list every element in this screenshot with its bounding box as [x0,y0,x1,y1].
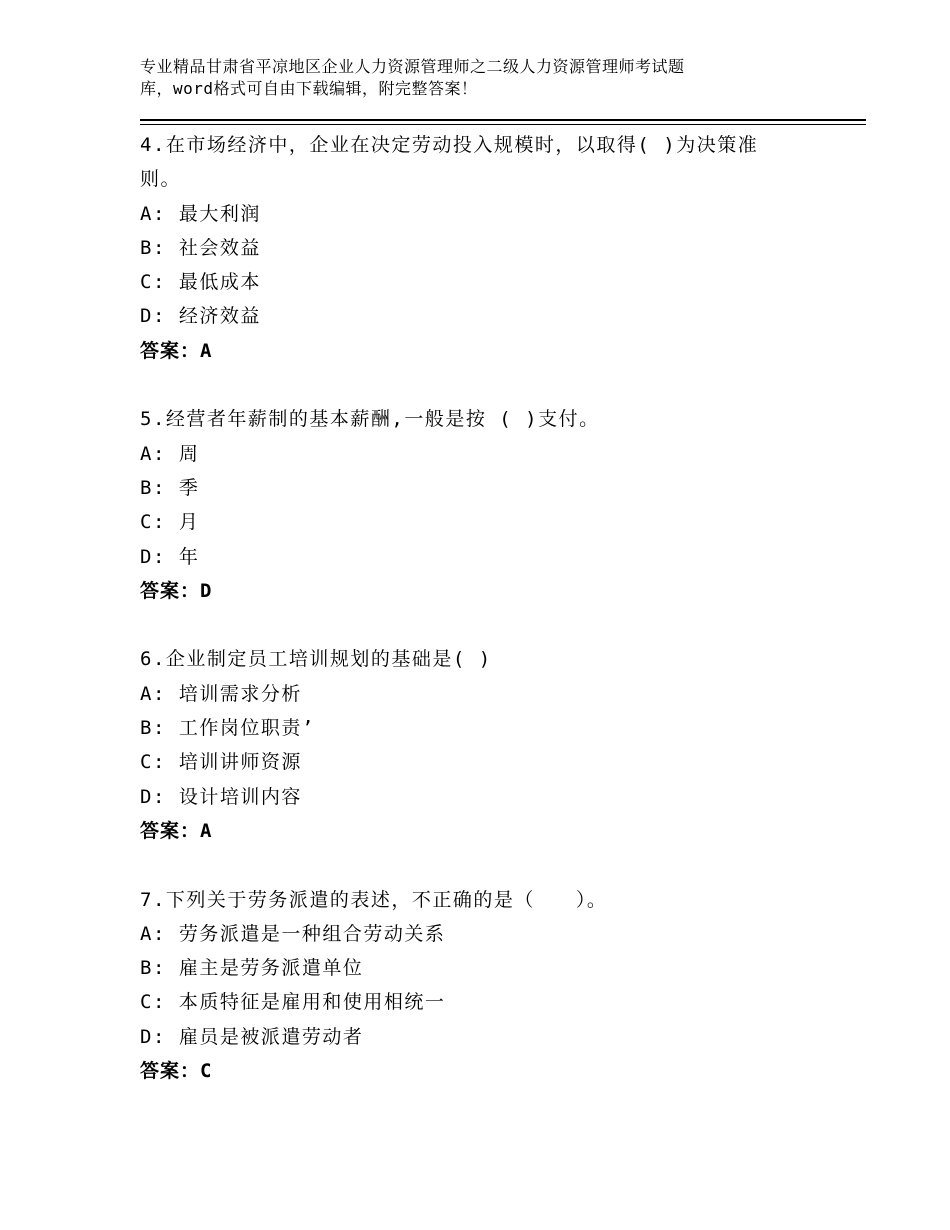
spacer [140,608,840,642]
spacer [140,368,840,402]
document-header [140,56,840,100]
question-text: 6.企业制定员工培训规划的基础是( ) [140,648,492,671]
question-4 [140,128,840,368]
option-c: C: 月 [140,511,200,534]
answer: 答案：A [140,819,213,842]
option-b: B: 季 [140,476,200,499]
option-b: B: 社会效益 [140,236,261,259]
header-line-2: 库，word格式可自由下载编辑，附完整答案！ [140,79,478,98]
option-a: A: 最大利润 [140,202,261,225]
option-b: B: 雇主是劳务派遣单位 [140,957,364,980]
header-rule-thin [140,124,866,125]
option-d: D: 经济效益 [140,305,261,328]
question-7 [140,883,840,1089]
option-b: B: 工作岗位职责’ [140,717,315,740]
question-5 [140,402,840,608]
answer: 答案：C [140,1060,213,1083]
option-d: D: 设计培训内容 [140,785,302,808]
option-c: C: 最低成本 [140,271,261,294]
question-list [140,128,840,1088]
option-c: C: 培训讲师资源 [140,751,302,774]
question-text: 7.下列关于劳务派遣的表述，不正确的是（ ）。 [140,888,608,911]
option-a: A: 劳务派遣是一种组合劳动关系 [140,922,446,945]
option-d: D: 雇员是被派遣劳动者 [140,1025,364,1048]
option-d: D: 年 [140,545,200,568]
question-text: 5.经营者年薪制的基本薪酬,一般是按 ( )支付。 [140,408,600,431]
option-a: A: 培训需求分析 [140,682,302,705]
answer: 答案：A [140,339,213,362]
question-text: 4.在市场经济中，企业在决定劳动投入规模时，以取得( )为决策准则。 [140,134,759,191]
header-rule-thick [140,119,866,121]
option-c: C: 本质特征是雇用和使用相统一 [140,991,446,1014]
question-6 [140,642,840,848]
spacer [140,848,840,882]
answer: 答案：D [140,579,213,602]
header-line-1: 专业精品甘肃省平凉地区企业人力资源管理师之二级人力资源管理师考试题 [140,57,685,76]
option-a: A: 周 [140,442,200,465]
